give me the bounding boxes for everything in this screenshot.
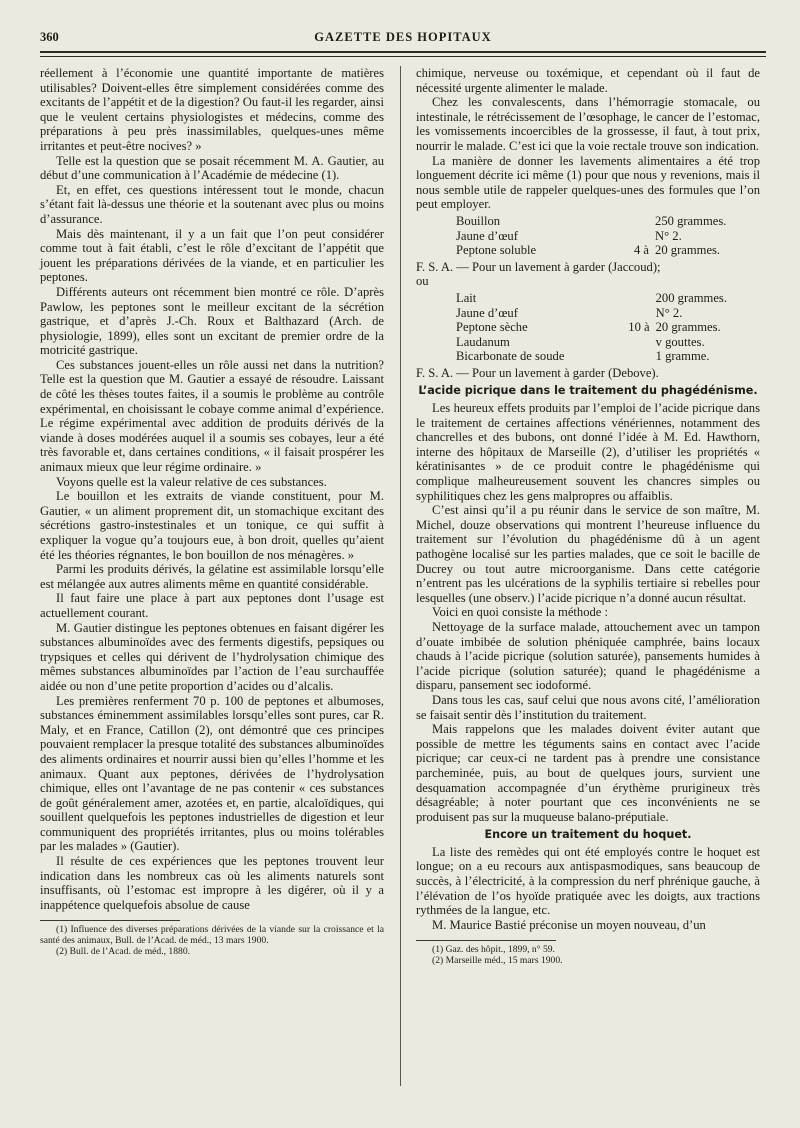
recipe-item: Bouillon (456, 213, 501, 228)
recipe-qty: 10 à (628, 320, 650, 335)
paragraph: Telle est la question que se posait récemment M. A. Gautier, au début d’une communication à l’Académie de médecine (1). (40, 153, 384, 183)
paragraph: Voici en quoi consiste la méthode : (432, 605, 609, 620)
running-head (40, 28, 766, 50)
recipe-row (456, 306, 760, 321)
recipe-row (456, 229, 760, 244)
recipe-item: Peptone soluble (456, 243, 537, 258)
paragraph: Différents auteurs ont récemment bien montré ce rôle. D’après Pawlow, les peptones sont le meilleur excitant de la sécrétion gastrique, et d’après J.-Ch. Roux et Balthazard (Arch. de physiologie, 1899), elles sont un excitant de premier ordre de la motricité gastrique. (40, 284, 384, 358)
paragraph: Mais dès maintenant, il y a un fait que l’on peut considérer comme tout à fait établi, c’est le rôle d’excitant de l’appétit que jouent les préparations dérivées de la viande, et en particulier les peptones. (40, 226, 384, 285)
column-divider (400, 66, 401, 1086)
recipe-unit: v gouttes. (655, 334, 705, 349)
footnote: (1) Influence des diverses préparations dérivées de la viande sur la croissance et la santé des animaux, Bull. de l’Acad. de méd., 13 mars 1900. (40, 924, 384, 947)
paragraph: chimique, nerveuse ou toxémique, et cependant où il faut de nécessité urgente alimenter le malade. (416, 66, 760, 95)
paragraph: Mais rappelons que les malades doivent éviter autant que possible de mettre les téguments sains en contact avec l’acide picrique; car ceux-ci ne tardent pas à prendre une consistance parcheminée, puis, au bout de quelques jours, survient une desquamation accompagnée d’un érythème prurigineux très désagréable; à noter pourtant que ces inconvénients ne se produisent pas sur la muqueuse balano-préputiale. (416, 722, 760, 824)
recipe-item: Jaune d’œuf (456, 228, 518, 243)
recipe-table-2 (456, 291, 760, 364)
paragraph: Il faut faire une place à part aux peptones dont l’usage est actuellement courant. (40, 591, 384, 620)
recipe-unit: 20 grammes. (655, 320, 721, 335)
paragraph: La liste des remèdes qui ont été employés contre le hoquet est longue; on a eu recours aux antispasmodiques, sans beaucoup de succès, à l’électricité, à la compression du nerf phrénique gauche, à l’élévation de l’os hyoïde pratiquée avec les doigts, aux tractions rythmées de la langue, etc. (416, 844, 760, 918)
recipe-row (456, 320, 760, 335)
paragraph: Voyons quelle est la valeur relative de ces substances. (56, 474, 327, 489)
recipe-row (456, 214, 760, 229)
recipe-qty (607, 335, 656, 350)
footnote-rule (40, 920, 180, 921)
recipe-instruction: F. S. A. — Pour un lavement à garder (Debove). (416, 365, 659, 380)
recipe-unit: 200 grammes. (655, 290, 727, 305)
paragraph: C’est ainsi qu’il a pu réunir dans le service de son maître, M. Michel, douze observations qui montrent l’heureuse influence du traitement sur l’évolution du phagédénisme dû à un agent pathogène localisé sur les parties malades, que ce soit le bacille de Ducrey ou tout autre microorganisme. Dans cette catégorie n’entrent pas les ulcérations de la syphilis tertiaire si rebelles pour lesquelles (une observ.) l’acide picrique n’a donné aucun résultat. (416, 503, 760, 605)
footnote: (2) Bull. de l’Acad. de méd., 1880. (56, 946, 191, 958)
recipe-qty (607, 349, 656, 364)
paragraph: réellement à l’économie une quantité importante de matières utilisables? Doivent-elles être simplement considérées comme des excitants de l’appétit et de la digestion? Ou faut-il les regarder, ainsi que le veulent certains physiologistes et médecins, comme des préparations à peu près inassimilables, quelques-unes même irritantes et peut-être nocives? » (40, 66, 384, 153)
recipe-row (456, 335, 760, 350)
recipe-item: Laudanum (456, 334, 510, 349)
conjunction: ou (416, 274, 429, 289)
footnote: (1) Gaz. des hôpit., 1899, n° 59. (432, 944, 555, 956)
recipe-qty (607, 306, 656, 321)
recipe-unit: N° 2. (655, 228, 682, 243)
footnote-rule (416, 940, 556, 941)
paragraph: Le bouillon et les extraits de viande constituent, pour M. Gautier, « un aliment proprement dit, un stomachique excitant des sécrétions gastro-instestinales et un tonique, ce qui suffit à expliquer la vogue qu’a toujours eue, à bon droit, quelles qu’aient été les théories régnantes, le bon bouillon de nos ménagères. » (40, 489, 384, 562)
recipe-item: Peptone sèche (456, 320, 528, 335)
header-rule-thin (40, 56, 766, 57)
paragraph: Nettoyage de la surface malade, attouchement avec un tampon d’ouate imbibée de solution phéniquée camphrée, bains locaux chauds à l’acide picrique (solution saturée), pansements humides à l’acide picrique (solution saturée); quand le phagédénisme a disparu, pansement sec iodoformé. (416, 619, 760, 693)
header-rule (40, 51, 766, 53)
paragraph: Dans tous les cas, sauf celui que nous avons cité, l’amélioration se faisait sentir dès l’institution du traitement. (416, 692, 760, 722)
page-number: 360 (40, 30, 59, 44)
recipe-qty: 4 à (633, 243, 650, 258)
paragraph: Il résulte de ces expériences que les peptones trouvent leur indication dans les nombreux cas où les aliments naturels sont insuffisants, où l’estomac est impropre à les digérer, où il y a inappétence quelquefois absolue de cause (40, 854, 384, 912)
recipe-item: Lait (456, 290, 477, 305)
footnote: (2) Marseille méd., 15 mars 1900. (432, 955, 563, 967)
paragraph: Les premières renferment 70 p. 100 de peptones et albumoses, substances éminemment assimilables lorsqu’elles sont pures, car R. Maly, et en France, Catillon (2), ont démontré que ces principes pouvaient remplacer la presque totalité des substances albuminoïdes des aliments ordinaires et nourrir aussi bien qu’elles l’homme et les animaux. Quant aux peptones, dérivées de l’hydrolysation chimique, elles ont l’avantage de ne pas contenir « ces substances de goût généralement amer, azotées et, en partie, alcaloïdiques, qui souillent quelquefois les peptones industrielles de digestion et leur communiquent des propriétés irritantes, plus ou moins tolérables par les malades » (Gautier). (40, 693, 384, 854)
recipe-unit: N° 2. (655, 305, 683, 320)
left-column (40, 66, 384, 957)
section-heading: Encore un traitement du hoquet. (484, 828, 692, 842)
recipe-instruction: F. S. A. — Pour un lavement à garder (Jaccoud); (416, 259, 661, 274)
right-column (416, 66, 760, 966)
recipe-table-1 (456, 214, 760, 258)
paragraph: Et, en effet, ces questions intéressent tout le monde, chacun s’étant fait là-dessus une théorie et la soutenant avec plus ou moins d’assurance. (40, 182, 384, 226)
paragraph: Les heureux effets produits par l’emploi de l’acide picrique dans le traitement de certaines affections vénériennes, notamment des chancrelles et des bubons, ont donné l’idée à M. Ed. Hawthorn, interne des hôpitaux de Marseille (2), d’utiliser les propriétés « kératinisantes » de ce produit contre le phagédénisme qui complique malheureusement souvent les chancres simples ou syphilitiques chez les gens malpropres ou affaiblis. (416, 401, 760, 503)
recipe-row (456, 291, 760, 306)
recipe-row (456, 243, 760, 258)
paragraph: La manière de donner les lavements alimentaires a été trop longuement décrite ici même (1) pour que nous y revenions, mais il nous semble utile de rappeler quelques-unes des formules que l’on peut employer. (416, 153, 760, 212)
paragraph: Parmi les produits dérivés, la gélatine est assimilable lorsqu’elle est mélangée aux autres aliments même en quantité considérable. (40, 562, 384, 591)
paragraph: M. Gautier distingue les peptones obtenues en faisant digérer les substances albuminoïdes avec des ferments digestifs, pepsiques ou trypsiques et celles qui dérivent de l’hydrolysation chimique des mêmes substances albuminoïdes par l’action de l’eau surchauffée aidée ou non d’une petite proportion d’acides ou d’alcalis. (40, 620, 384, 693)
recipe-unit: 250 grammes. (655, 213, 727, 228)
recipe-qty (606, 214, 655, 229)
paragraph: M. Maurice Bastié préconise un moyen nouveau, d’un (432, 917, 706, 932)
recipe-item: Bicarbonate de soude (456, 349, 565, 364)
recipe-unit: 1 gramme. (655, 349, 710, 364)
journal-title: GAZETTE DES HOPITAUX (314, 30, 492, 44)
section-heading: L’acide picrique dans le traitement du phagédénisme. (418, 384, 758, 398)
recipe-qty (606, 229, 655, 244)
recipe-item: Jaune d’œuf (456, 305, 518, 320)
paragraph: Chez les convalescents, dans l’hémorragie stomacale, ou intestinale, le rétrécissement de l’œsophage, le cancer de l’estomac, les vomissements incoercibles de la grossesse, il faut, à tout prix, nourrir le malade. C’est ici que la voie rectale trouve son indication. (416, 95, 760, 153)
recipe-row (456, 349, 760, 364)
recipe-unit: 20 grammes. (655, 243, 721, 258)
paragraph: Ces substances jouent-elles un rôle aussi net dans la nutrition? Telle est la question que M. Gautier a essayé de résoudre. Laissant de côté les thèses toutes faites, il a soumis le problème au contrôle expérimental, en choisissant le cobaye comme animal d’expérience. Le régime expérimental avec addition de produits dérivés de la viande à doses modérées auquel il a soumis ses cobayes, leur a été très favorable et, dans certaines conditions, « il faisait prospérer les animaux mieux que leur régime ordinaire. » (40, 357, 384, 475)
recipe-qty (607, 291, 656, 306)
